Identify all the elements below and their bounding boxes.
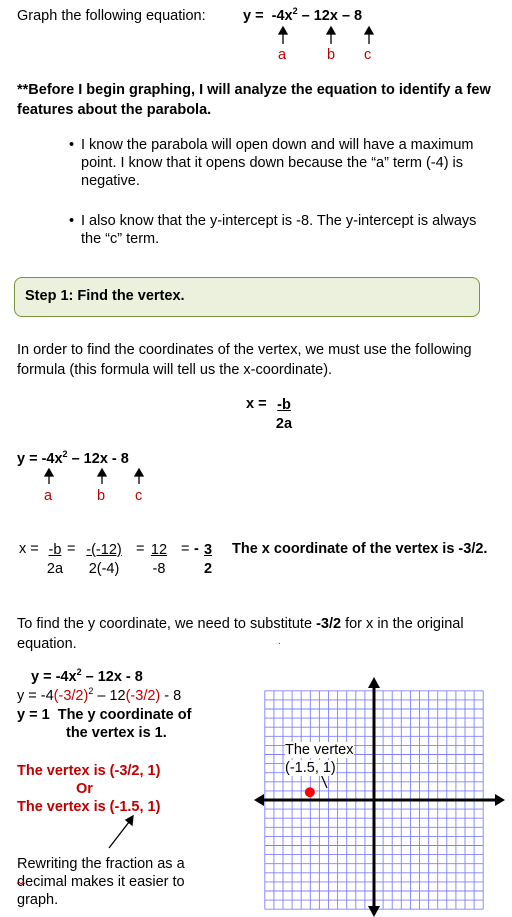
step1-label: Step 1: Find the vertex. [25,288,185,304]
work-line-2: $y = -4(-3/2)^2 - 12(-3/2) - 8$ [17,686,182,704]
intro-label-a: a [278,47,287,63]
bullet-2-text: I also know that the y-intercept is -8. The y-intercept is always the “c” term. [81,213,477,247]
calc-eq-1: = [67,541,76,557]
intro-prompt: Graph the following equation: [17,8,206,24]
note: Rewriting the fraction as a decimal makes it easier to graph. [17,856,185,908]
calc-frac-1-num: -b [48,542,62,558]
calc-frac-2-den: 2(-4) [88,561,120,577]
result-decimal: The vertex is (-1.5, 1) [17,799,161,815]
calc-frac-1-den: 2a [46,561,64,577]
intro-label-c: c [364,47,372,63]
calc-frac-3-den: -8 [152,561,166,577]
equation2: $y = -4x^2 - 12x - 8$ [17,449,129,467]
intro-label-b: b [327,47,336,63]
calc-sign: - [194,541,199,557]
y-intro: To find the y coordinate, we need to substitute -3/2 for x in the original equation. [17,616,464,652]
formula-lhs: x = [246,396,267,412]
intro-equation: $y = -4x^2 - 12x - 8$ [243,6,363,24]
formula-numerator: -b [277,397,291,413]
vertex-intro: In order to find the coordinates of the vertex, we must use the following formula (this formula will tell us the x-coordinate). [17,342,472,378]
stray-dot: . [278,636,281,647]
bullet-dot: • [69,213,75,229]
y-axis [368,677,380,917]
formula-denominator: 2a [275,416,293,432]
work-line-1: $y = -4x^2 - 12x - 8$ [31,667,143,685]
equation2-label-a: a [44,488,53,504]
calc-x: x = [19,541,39,557]
equation2-label-c: c [135,488,143,504]
calc-eq-3: = [181,541,190,557]
calc-frac-3-num: 12 [150,542,168,558]
equation2-label-b: b [97,488,106,504]
calc-conclusion: The x coordinate of the vertex is -3/2. [232,541,488,557]
result-fraction: The vertex is (-3/2, 1) [17,763,161,779]
annotation-line-1: The vertex [285,742,354,758]
calc-frac-2-num: -(-12) [86,542,122,558]
result-or: Or [76,781,93,797]
bullet-dot: • [69,137,75,153]
calc-eq-2: = [136,541,145,557]
annotation-line-2: (-1.5, 1) [285,760,336,776]
work-line-3: y = 1 The y coordinate of [17,707,192,723]
work-line-4: the vertex is 1. [66,725,167,741]
analysis-heading: **Before I begin graphing, I will analyze the equation to identify a few features about the parabola. [17,82,491,118]
calc-frac-4-num: 3 [203,542,213,558]
vertex-point [305,787,315,797]
bullet-1-text: I know the parabola will open down and will have a maximum point. I know that it opens down because the “a” term (-4) is negative. [81,137,474,189]
calc-frac-4-den: 2 [203,561,213,577]
